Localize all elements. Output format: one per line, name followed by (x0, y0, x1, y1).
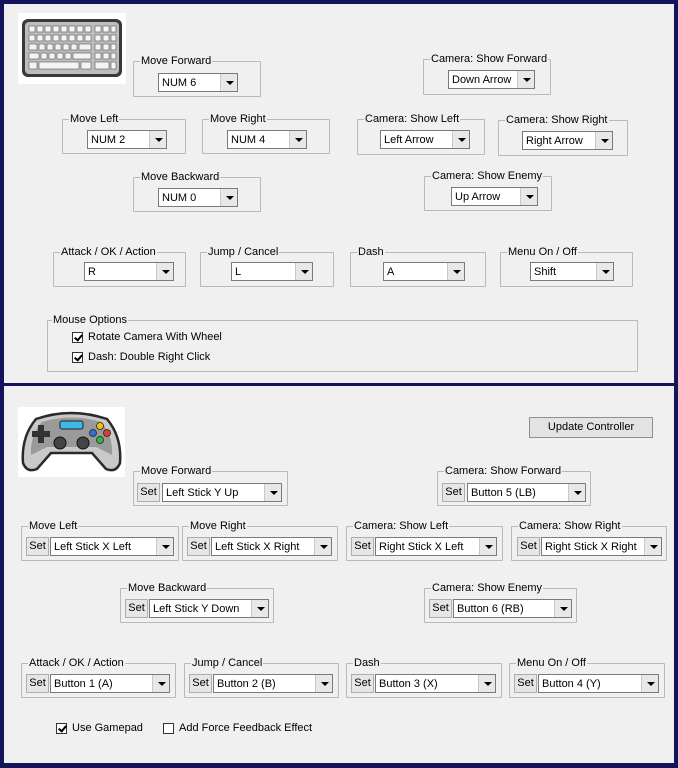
chevron-down-icon[interactable] (220, 74, 237, 91)
kb-move-backward-legend: Move Backward (141, 171, 220, 183)
chevron-down-icon[interactable] (295, 263, 312, 280)
kb-dash-group (350, 246, 486, 287)
gp-cam-forward-group (437, 465, 591, 506)
gp-move-forward-select[interactable] (162, 483, 282, 502)
chevron-down-icon[interactable] (264, 484, 281, 501)
kb-attack-group (53, 246, 186, 287)
kb-jump-group (200, 246, 334, 287)
kb-cam-right-select[interactable] (522, 131, 613, 150)
kb-cam-forward-group (423, 53, 551, 95)
kb-move-left-select[interactable] (87, 130, 167, 149)
gp-menu-group (509, 657, 665, 698)
gp-cam-right-set-button[interactable]: Set (517, 537, 540, 556)
kb-move-right-select[interactable] (227, 130, 307, 149)
use-gamepad-checkbox[interactable] (56, 723, 67, 734)
keyboard-panel (4, 4, 674, 383)
kb-menu-select[interactable] (530, 262, 614, 281)
chevron-down-icon[interactable] (314, 538, 331, 555)
kb-cam-forward-select[interactable] (448, 70, 535, 89)
kb-mouse-options-group (47, 314, 638, 372)
chevron-down-icon[interactable] (479, 538, 496, 555)
update-controller-button[interactable]: Update Controller (529, 417, 653, 438)
rotate-camera-checkbox[interactable] (72, 332, 83, 343)
kb-dash-legend: Dash (358, 246, 384, 258)
kb-dash-value: A (387, 266, 395, 278)
kb-move-left-legend: Move Left (70, 113, 119, 125)
kb-mouse-options-legend: Mouse Options (53, 314, 127, 326)
gp-move-right-select[interactable] (211, 537, 332, 556)
chevron-down-icon[interactable] (596, 263, 613, 280)
gp-cam-right-select[interactable] (541, 537, 662, 556)
gp-menu-value: Button 4 (Y) (542, 678, 601, 690)
gp-jump-set-button[interactable]: Set (189, 674, 212, 693)
kb-cam-left-value: Left Arrow (384, 134, 434, 146)
gp-jump-group (184, 657, 339, 698)
kb-move-right-value: NUM 4 (231, 134, 266, 146)
kb-attack-value: R (88, 266, 96, 278)
kb-jump-value: L (235, 266, 242, 278)
kb-move-forward-value: NUM 6 (162, 77, 197, 89)
rotate-camera-label: Rotate Camera With Wheel (88, 331, 222, 343)
kb-move-left-group (62, 113, 186, 154)
kb-cam-left-select[interactable] (380, 130, 470, 149)
gp-cam-forward-legend: Camera: Show Forward (445, 465, 562, 477)
kb-cam-left-group (357, 113, 485, 155)
kb-cam-enemy-group (424, 170, 552, 211)
kb-cam-enemy-value: Up Arrow (455, 191, 501, 203)
force-feedback-label: Add Force Feedback Effect (179, 722, 313, 734)
kb-jump-select[interactable] (231, 262, 313, 281)
gp-cam-left-set-button[interactable]: Set (351, 537, 374, 556)
gp-move-left-select[interactable] (50, 537, 174, 556)
chevron-down-icon[interactable] (156, 538, 173, 555)
gp-move-left-legend: Move Left (29, 520, 78, 532)
gp-cam-forward-value: Button 5 (LB) (471, 487, 536, 499)
gp-move-forward-legend: Move Forward (141, 465, 212, 477)
kb-cam-right-legend: Camera: Show Right (506, 114, 608, 126)
gp-menu-set-button[interactable]: Set (514, 674, 537, 693)
gp-move-right-legend: Move Right (190, 520, 246, 532)
chevron-down-icon[interactable] (156, 263, 173, 280)
kb-cam-forward-value: Down Arrow (452, 74, 512, 86)
gp-cam-enemy-group (424, 582, 577, 623)
gp-cam-right-value: Right Stick X Right (545, 541, 637, 553)
gp-dash-group (346, 657, 502, 698)
gp-move-left-value: Left Stick X Left (54, 541, 132, 553)
gp-dash-select[interactable] (375, 674, 496, 693)
kb-move-right-group (202, 113, 330, 154)
gp-jump-legend: Jump / Cancel (192, 657, 263, 669)
kb-move-left-value: NUM 2 (91, 134, 126, 146)
chevron-down-icon[interactable] (152, 675, 169, 692)
gp-jump-value: Button 2 (B) (217, 678, 276, 690)
gp-move-left-set-button[interactable]: Set (26, 537, 49, 556)
kb-move-forward-select[interactable] (158, 73, 238, 92)
gp-menu-select[interactable] (538, 674, 659, 693)
gp-dash-legend: Dash (354, 657, 380, 669)
chevron-down-icon[interactable] (315, 675, 332, 692)
gp-cam-enemy-legend: Camera: Show Enemy (432, 582, 543, 594)
gp-cam-enemy-value: Button 6 (RB) (457, 603, 524, 615)
chevron-down-icon[interactable] (447, 263, 464, 280)
gp-jump-select[interactable] (213, 674, 333, 693)
gp-cam-right-legend: Camera: Show Right (519, 520, 621, 532)
chevron-down-icon[interactable] (478, 675, 495, 692)
kb-move-right-legend: Move Right (210, 113, 266, 125)
gp-move-forward-group (133, 465, 288, 506)
gp-menu-legend: Menu On / Off (517, 657, 586, 669)
use-gamepad-label: Use Gamepad (72, 722, 143, 734)
gp-move-backward-select[interactable] (149, 599, 269, 618)
chevron-down-icon[interactable] (289, 131, 306, 148)
gp-cam-left-legend: Camera: Show Left (354, 520, 449, 532)
chevron-down-icon[interactable] (251, 600, 268, 617)
chevron-down-icon[interactable] (554, 600, 571, 617)
chevron-down-icon[interactable] (149, 131, 166, 148)
gp-cam-enemy-select[interactable] (453, 599, 572, 618)
dash-double-click-label: Dash: Double Right Click (88, 351, 211, 363)
kb-cam-forward-legend: Camera: Show Forward (431, 53, 548, 65)
gp-move-right-set-button[interactable]: Set (187, 537, 210, 556)
gp-move-forward-value: Left Stick Y Up (166, 487, 239, 499)
kb-menu-group (500, 246, 633, 287)
kb-cam-right-group (498, 114, 628, 156)
gp-move-backward-legend: Move Backward (128, 582, 207, 594)
gp-move-backward-set-button[interactable]: Set (125, 599, 148, 618)
chevron-down-icon[interactable] (641, 675, 658, 692)
gp-attack-group (21, 657, 176, 698)
kb-move-backward-select[interactable] (158, 188, 238, 207)
chevron-down-icon[interactable] (568, 484, 585, 501)
gp-move-backward-group (120, 582, 274, 623)
gp-attack-legend: Attack / OK / Action (29, 657, 124, 669)
gp-move-left-group (21, 520, 179, 561)
gp-dash-set-button[interactable]: Set (351, 674, 374, 693)
gp-cam-left-group (346, 520, 503, 561)
kb-cam-enemy-legend: Camera: Show Enemy (432, 170, 543, 182)
gp-cam-enemy-set-button[interactable]: Set (429, 599, 452, 618)
chevron-down-icon[interactable] (644, 538, 661, 555)
gp-attack-select[interactable] (50, 674, 170, 693)
gp-cam-forward-set-button[interactable]: Set (442, 483, 465, 502)
gp-cam-forward-select[interactable] (467, 483, 586, 502)
gamepad-panel (4, 386, 674, 763)
force-feedback-checkbox[interactable] (163, 723, 174, 734)
kb-dash-select[interactable] (383, 262, 465, 281)
keyboard-icon (18, 13, 126, 84)
chevron-down-icon[interactable] (220, 189, 237, 206)
gp-attack-set-button[interactable]: Set (26, 674, 49, 693)
kb-cam-right-value: Right Arrow (526, 135, 583, 147)
gamepad-icon (18, 407, 125, 477)
kb-attack-legend: Attack / OK / Action (61, 246, 156, 258)
kb-cam-left-legend: Camera: Show Left (365, 113, 460, 125)
gp-cam-left-select[interactable] (375, 537, 497, 556)
gp-cam-left-value: Right Stick X Left (379, 541, 464, 553)
chevron-down-icon[interactable] (520, 188, 537, 205)
gp-attack-value: Button 1 (A) (54, 678, 113, 690)
kb-cam-enemy-select[interactable] (451, 187, 538, 206)
kb-move-forward-group (133, 55, 261, 97)
gp-move-backward-value: Left Stick Y Down (153, 603, 240, 615)
kb-move-forward-legend: Move Forward (141, 55, 212, 67)
gp-cam-right-group (511, 520, 667, 561)
gp-move-forward-set-button[interactable]: Set (137, 483, 160, 502)
chevron-down-icon[interactable] (452, 131, 469, 148)
chevron-down-icon[interactable] (595, 132, 612, 149)
chevron-down-icon[interactable] (517, 71, 534, 88)
kb-move-backward-group (133, 171, 261, 212)
dash-double-click-checkbox[interactable] (72, 352, 83, 363)
kb-attack-select[interactable] (84, 262, 174, 281)
kb-move-backward-value: NUM 0 (162, 192, 197, 204)
kb-menu-value: Shift (534, 266, 557, 278)
gp-move-right-value: Left Stick X Right (215, 541, 300, 553)
kb-jump-legend: Jump / Cancel (208, 246, 279, 258)
kb-menu-legend: Menu On / Off (508, 246, 577, 258)
gp-dash-value: Button 3 (X) (379, 678, 438, 690)
gp-move-right-group (182, 520, 338, 561)
